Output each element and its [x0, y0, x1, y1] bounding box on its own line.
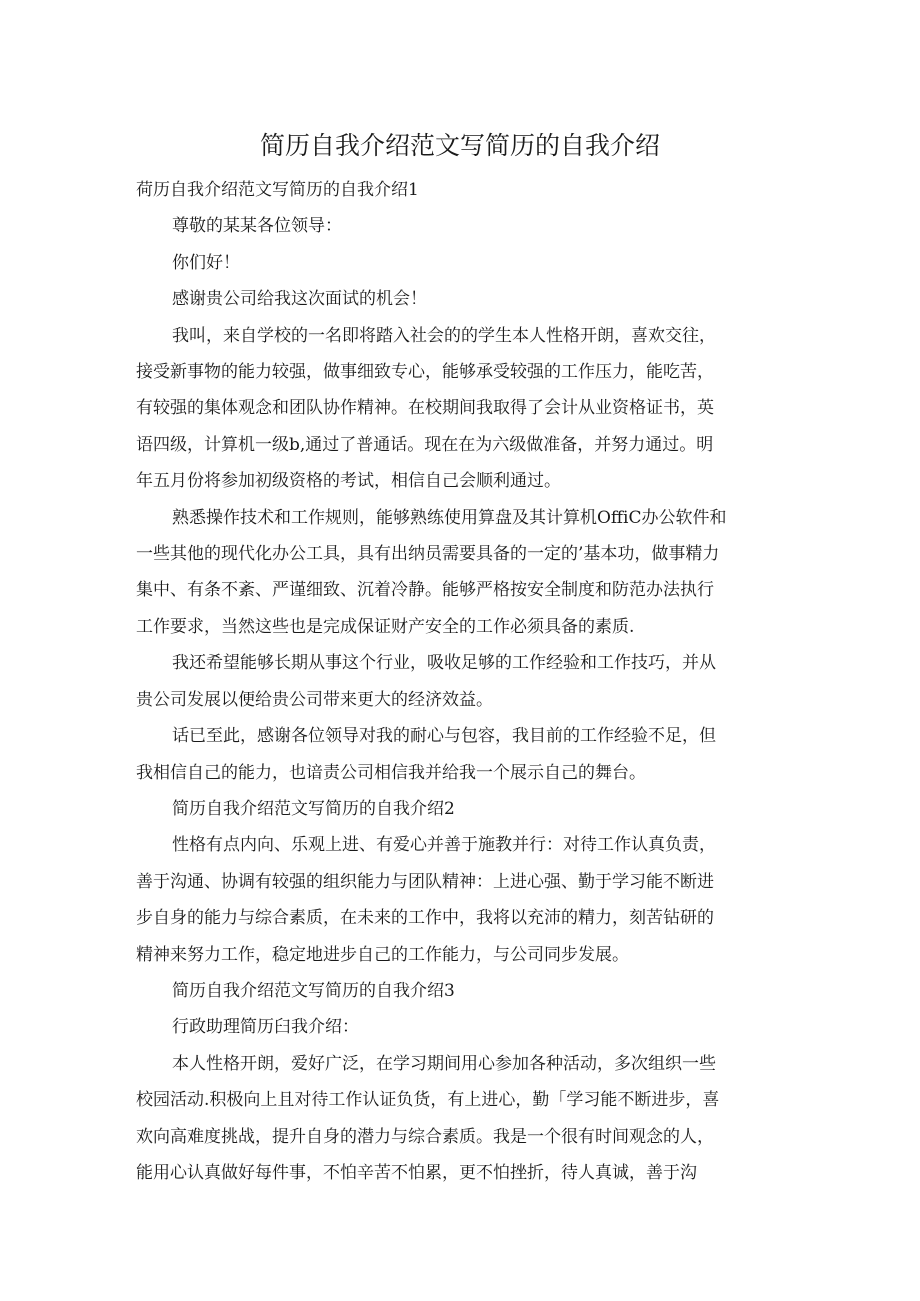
text-line: 校园活动.积极向上且对待工作认证负货，有上进心，勤「学习能不断进步，喜	[136, 1090, 720, 1111]
text-line: 工作要求，当然这些也是完成保证财产安全的工作必须具备的素质.	[136, 616, 635, 637]
text-line: 语四级，计算机一级b,通过了普通话。现在在为六级做准备，并努力通过。明	[136, 434, 714, 455]
text-line: 我还希望能够长期从事这个行业，吸收足够的工作经验和工作技巧，并从	[172, 653, 716, 674]
text-line: 感谢贵公司给我这次面试的机会！	[172, 289, 427, 310]
text-line: 荷历自我介绍范文写简历的自我介绍1	[136, 180, 419, 200]
text-line: 善于沟通、协调有较强的组织能力与团队精神：上进心强、勤于学习能不断进	[136, 871, 714, 892]
document-body	[136, 172, 786, 1191]
text-line: 我叫，来自学校的一名即将踏入社会的的学生本人性格开朗，喜欢交往，	[172, 325, 716, 346]
text-line: 接受新事物的能力较强，做事细致专心，能够承受较强的工作压力，能吃苦，	[136, 362, 714, 383]
text-line: 行政助理简历臼我介绍：	[172, 1017, 359, 1038]
text-line: 你们好！	[172, 252, 240, 273]
text-line: 一些其他的现代化办公工具，具有出纳员需要具备的一定的’基本功，做事精力	[136, 544, 720, 565]
text-line: 欢向高难度挑战，提升自身的潜力与综合素质。我是一个很有时间观念的人，	[136, 1126, 714, 1147]
text-line: 我相信自己的能力，也谙责公司相信我并给我一个展示自己的舞台。	[136, 762, 646, 783]
text-line: 本人性格开朗，爱好广泛，在学习期间用心参加各种活动，多次组织一些	[172, 1053, 716, 1074]
text-line: 能用心认真做好每件事，不怕辛苦不怕累，更不怕挫折，待人真诚，善于沟	[136, 1162, 697, 1183]
text-line: 精神来努力工作，稳定地进步自己的工作能力，与公司同步发展。	[136, 944, 629, 965]
text-line: 有较强的集体观念和团队协作精神。在校期间我取得了会计从业资格证书，英	[136, 398, 714, 419]
text-line: 贵公司发展以便给贵公司带来更大的经济效益。	[136, 689, 493, 710]
text-line: 年五月份将参加初级资格的考试，相信自己会顺利通过。	[136, 471, 561, 492]
text-line: 性格有点内向、乐观上进、有爱心并善于施教并行：对待工作认真负责，	[172, 835, 716, 856]
text-line: 话已至此，感谢各位领导对我的耐心与包容，我目前的工作经验不足，但	[172, 726, 716, 747]
text-line: 集中、有条不紊、严谨细致、沉着冷静。能够严格按安全制度和防范办法执行	[136, 580, 714, 601]
text-line: 简历自我介绍范文写简历的自我介绍3	[172, 980, 455, 1001]
text-line: 步自身的能力与综合素质，在未来的工作中，我将以充沛的精力，刻苦钻研的	[136, 908, 714, 929]
text-line: 简历自我介绍范文写简历的自我介绍2	[172, 798, 455, 819]
document-title: 简历自我介绍范文写简历的自我介绍	[259, 131, 660, 160]
text-line: 熟悉操作技术和工作规则，能够熟练使用算盘及其计算机OffiC办公软件和	[172, 507, 727, 528]
text-line: 尊敬的某某各位领导：	[172, 216, 342, 237]
